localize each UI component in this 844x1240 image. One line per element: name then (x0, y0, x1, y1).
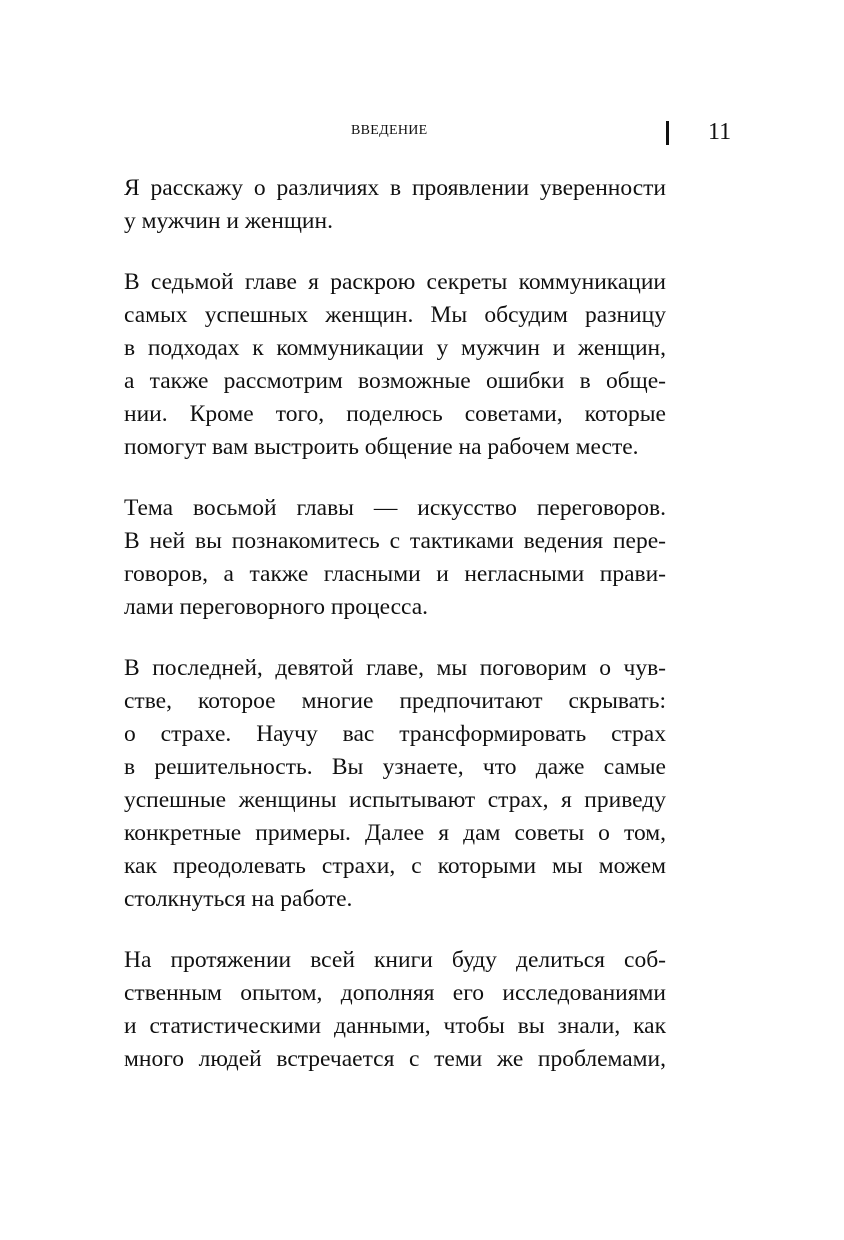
paragraph (124, 492, 666, 624)
section-title: ВВЕДЕНИЕ (351, 123, 428, 138)
header-divider (666, 121, 669, 145)
text-line: успешные женщины испытывают страх, я приведу (124, 787, 666, 813)
text-line: В ней вы познакомитесь с тактиками ведения пере- (124, 528, 666, 554)
text-line: говоров, а также гласными и негласными прави- (124, 561, 666, 587)
text-line: На протяжении всей книги буду делиться соб- (124, 947, 666, 973)
text-line: Тема восьмой главы — искусство переговоров. (124, 495, 666, 521)
text-line: а также рассмотрим возможные ошибки в обще- (124, 368, 666, 394)
text-line: В последней, девятой главе, мы поговорим о чув- (124, 655, 666, 681)
page-number: 11 (708, 119, 732, 145)
text-line: лами переговорного процесса. (124, 594, 429, 620)
text-line: нии. Кроме того, поделюсь советами, которые (124, 401, 666, 427)
paragraph (124, 172, 666, 238)
text-line: много людей встречается с теми же проблемами, (124, 1046, 666, 1072)
text-line: как преодолевать страхи, с которыми мы можем (124, 853, 666, 879)
paragraph (124, 652, 666, 916)
text-line: Я расскажу о различиях в проявлении уверенности (124, 175, 666, 201)
text-line: в решительность. Вы узнаете, что даже самые (124, 754, 666, 780)
text-line: ственным опытом, дополняя его исследованиями (124, 980, 666, 1006)
paragraph (124, 944, 666, 1076)
text-line: у мужчин и женщин. (124, 208, 333, 234)
text-line: самых успешных женщин. Мы обсудим разницу (124, 302, 666, 328)
running-head (0, 121, 844, 145)
text-line: столкнуться на работе. (124, 886, 353, 912)
paragraph (124, 266, 666, 464)
text-line: о страхе. Научу вас трансформировать страх (124, 721, 666, 747)
text-line: В седьмой главе я раскрою секреты коммуникации (124, 269, 666, 295)
text-line: стве, которое многие предпочитают скрывать: (124, 688, 666, 714)
text-line: в подходах к коммуникации у мужчин и женщин, (124, 335, 666, 361)
text-line: помогут вам выстроить общение на рабочем месте. (124, 434, 639, 460)
text-line: конкретные примеры. Далее я дам советы о том, (124, 820, 666, 846)
text-line: и статистическими данными, чтобы вы знали, как (124, 1013, 666, 1039)
body-text (124, 172, 666, 1104)
